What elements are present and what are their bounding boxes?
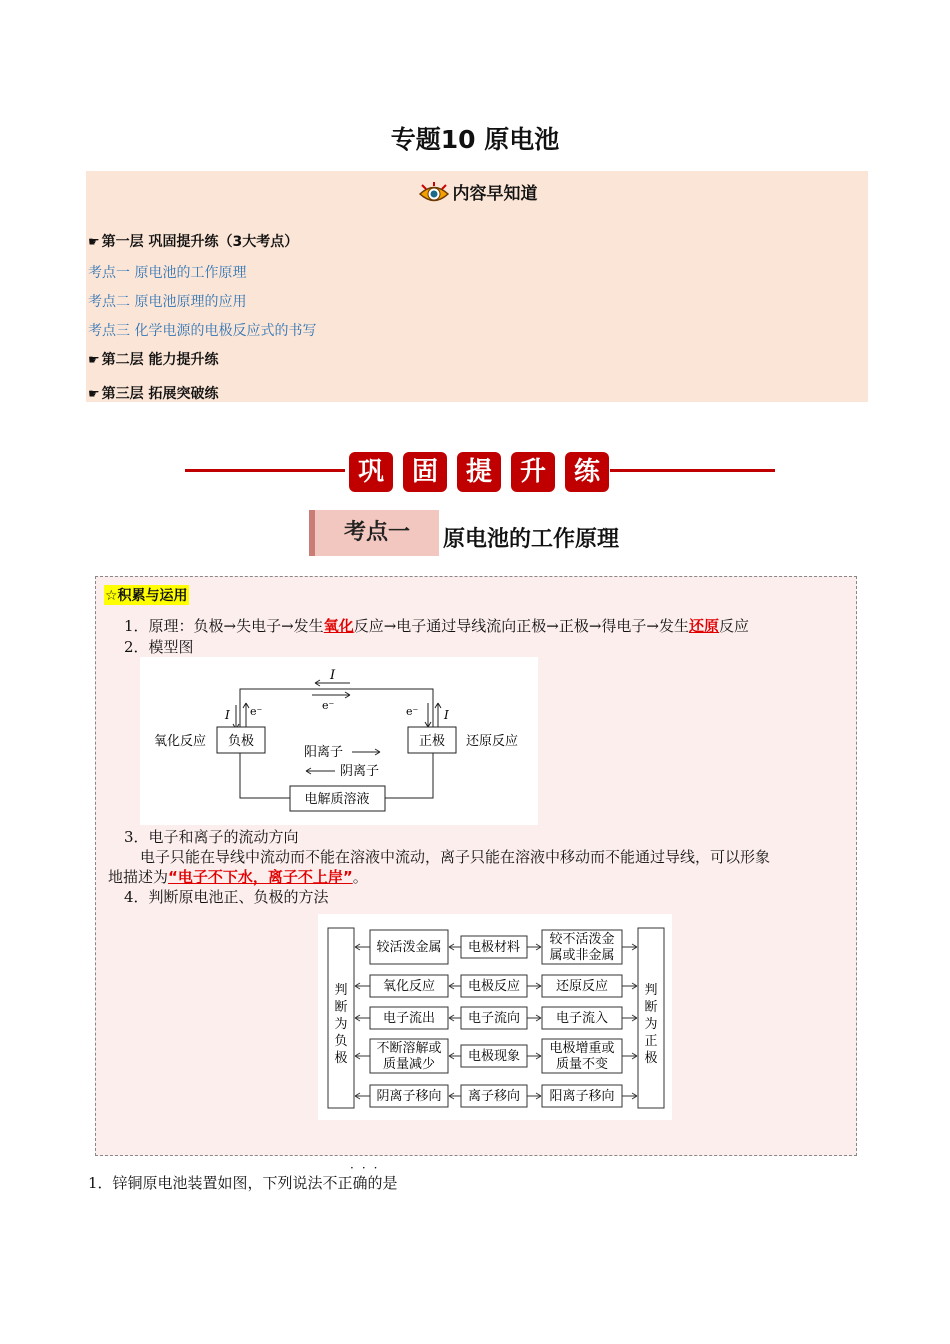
principle-line: [124, 616, 749, 636]
anion-label: 阴离子: [340, 764, 380, 779]
side-label-text: 判断为正极: [644, 983, 658, 1066]
layer1-line: [88, 231, 298, 251]
right-current-label: I: [444, 708, 449, 722]
arrow-to-positive: [622, 983, 637, 989]
model-caption: 2．模型图: [124, 638, 194, 656]
arrow-to-negative: [355, 1093, 370, 1099]
cell-text: 电子流出: [382, 1011, 436, 1026]
flow-end: 。: [352, 868, 368, 886]
oxidation-label: 氧化反应: [154, 734, 207, 749]
arrow-right: [527, 1015, 541, 1021]
question-1: 1．锌铜原电池装置如图，下列说法不正确的是: [88, 1174, 398, 1192]
overview-heading-text: 内容早知道: [452, 184, 538, 204]
arrow-right: [527, 944, 541, 950]
arrow-left: [449, 1015, 461, 1021]
cell-text: 较不活泼金属或非金属: [549, 932, 615, 963]
negative-side-label: [334, 982, 347, 1066]
cell-text: 阳离子移向: [549, 1089, 615, 1104]
banner-rule-left: [185, 469, 345, 472]
left-electron-label: e⁻: [250, 705, 263, 718]
kp3-link[interactable]: 考点三 化学电源的电极反应式的书写: [88, 323, 317, 339]
arrow-to-negative: [355, 944, 370, 950]
layer3-line: [88, 383, 219, 403]
banner-char: 升: [511, 452, 555, 492]
positive-side-label: [644, 982, 657, 1066]
cell-text: 电极反应: [467, 979, 521, 994]
reduction-label: 还原反应: [466, 734, 519, 749]
arrow-to-negative: [355, 1053, 370, 1059]
section-title: 原电池的工作原理: [443, 527, 620, 552]
arrow-right: [527, 1053, 541, 1059]
layer2-text: 第二层 能力提升练: [101, 352, 219, 368]
arrow-to-positive: [622, 1093, 637, 1099]
cell-text: 电子流入: [555, 1011, 609, 1026]
arrow-right: [527, 1093, 541, 1099]
oxidation-keyword: 氧化: [323, 617, 354, 635]
anode-label: 负极: [227, 734, 255, 749]
section-tag: 考点一: [309, 510, 439, 556]
current-label: I: [330, 668, 336, 683]
cell-text: 电极现象: [467, 1049, 521, 1064]
banner-char: 提: [457, 452, 501, 492]
reduction-keyword: 还原: [688, 617, 719, 635]
cell-text: 电极材料: [467, 940, 521, 955]
page-title: 专题10 原电池: [390, 125, 560, 154]
principle-text: 1．原理：负极→失电子→发生: [124, 617, 324, 635]
kp2-link[interactable]: 考点二 原电池原理的应用: [88, 294, 247, 310]
electron-label: e⁻: [322, 699, 335, 712]
hand-icon: ☛: [88, 353, 100, 368]
arrow-to-negative: [355, 983, 370, 989]
flow-slogan: “电子不下水，离子不上岸”: [168, 868, 353, 886]
cell-text: 不断溶解或质量减少: [376, 1041, 442, 1072]
arrow-left: [449, 1093, 461, 1099]
banner-char: 固: [403, 452, 447, 492]
cathode-label: 正极: [418, 734, 446, 749]
overview-heading: [86, 179, 868, 207]
right-electron-label: e⁻: [406, 705, 419, 718]
arrow-right: [527, 983, 541, 989]
cation-label: 阳离子: [304, 745, 344, 760]
cell-text: 电极增重或质量不变: [549, 1041, 615, 1072]
hand-icon: ☛: [88, 235, 100, 250]
eye-icon: [417, 181, 451, 207]
knowledge-heading: ☆积累与运用: [104, 585, 189, 605]
kp1-link[interactable]: 考点一 原电池的工作原理: [88, 265, 247, 281]
layer1-text: 第一层 巩固提升练（3大考点）: [101, 234, 299, 250]
cell-model-diagram: [140, 657, 538, 825]
flow-body-a: 电子只能在导线中流动而不能在溶液中流动，离子只能在溶液中移动而不能通过导线，可以形象: [140, 848, 771, 866]
arrow-left: [449, 983, 461, 989]
layer2-line: [88, 349, 219, 369]
layer3-text: 第三层 拓展突破练: [101, 386, 219, 402]
left-current-label: I: [225, 708, 230, 722]
arrow-to-positive: [622, 944, 637, 950]
arrow-left: [449, 1053, 461, 1059]
cell-text: 还原反应: [555, 979, 609, 994]
flow-caption: 3．电子和离子的流动方向: [124, 828, 299, 846]
cell-text: 电子流向: [467, 1011, 521, 1026]
cell-text: 氧化反应: [382, 979, 436, 994]
flow-body-b: 地描述为: [108, 868, 169, 886]
banner-char: 练: [565, 452, 609, 492]
side-label-text: 判断为负极: [334, 983, 348, 1066]
arrow-to-positive: [622, 1015, 637, 1021]
arrow-to-negative: [355, 1015, 370, 1021]
cell-text: 阴离子移向: [376, 1089, 442, 1104]
emphasis-dots: ···: [350, 1161, 386, 1175]
arrow-to-positive: [622, 1053, 637, 1059]
flow-body-b-line: [108, 867, 368, 887]
principle-text: 反应→电子通过导线流向正极→正极→得电子→发生: [353, 617, 689, 635]
principle-text: 反应: [719, 617, 750, 635]
judge-caption: 4．判断原电池正、负极的方法: [124, 888, 329, 906]
banner-char: 巩: [349, 452, 393, 492]
banner-rule-right: [610, 469, 775, 472]
overview-box: [86, 171, 868, 402]
cell-text: 较活泼金属: [376, 940, 442, 955]
electrode-judge-diagram: [318, 914, 672, 1120]
cell-text: 离子移向: [467, 1089, 521, 1104]
hand-icon: ☛: [88, 387, 100, 402]
electrolyte-label: 电解质溶液: [304, 792, 370, 807]
arrow-left: [449, 944, 461, 950]
